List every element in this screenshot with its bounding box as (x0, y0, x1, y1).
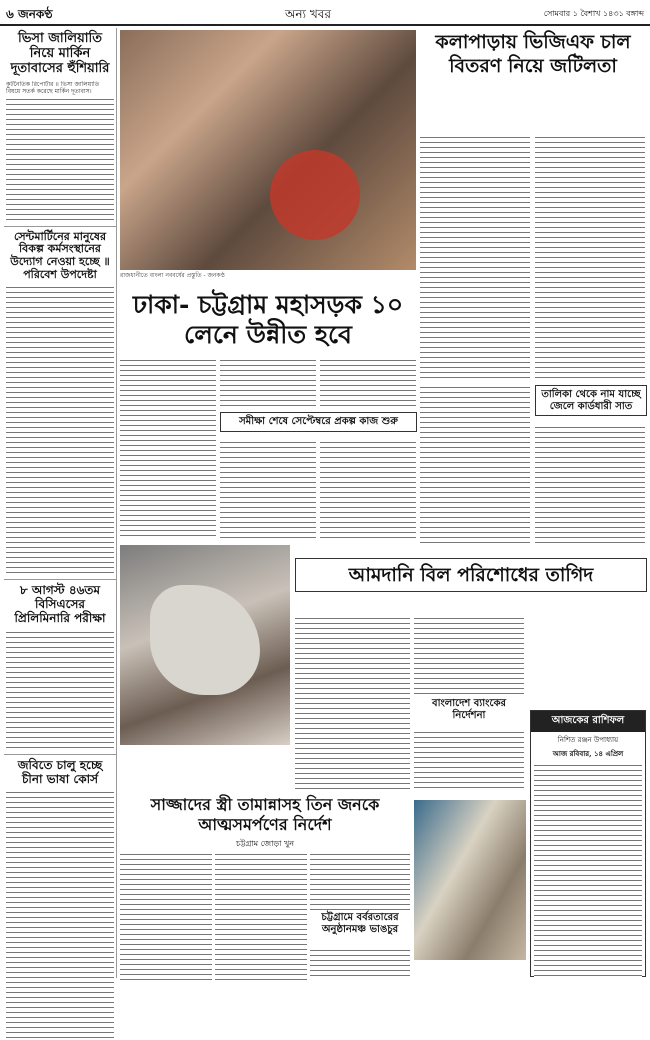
text-block (6, 285, 114, 575)
headline-saint-martin: সেন্টমার্টিনের মানুষের বিকল্প কর্মসংস্থানের উদ্যোগ নেওয়া হচ্ছে ॥ পরিবেশ উপদেষ্টা (10, 229, 110, 281)
headline-fisher-list: তালিকা থেকে নাম যাচ্ছে জেলে কার্ডধারী সাত (535, 385, 647, 416)
text-block (215, 852, 307, 980)
subheadline-survey: সমীক্ষা শেষে সেপ্টেম্বরে প্রকল্প কাজ শুরু (220, 412, 417, 432)
headline-bank: বাংলাদেশ ব্যাংকের নির্দেশনা (432, 698, 506, 721)
main-photo (120, 30, 416, 270)
headline-visa: ভিসা জালিয়াতি নিয়ে মার্কিন দূতাবাসের হুঁশিয়ারি (10, 31, 110, 76)
text-block (320, 440, 416, 540)
text-block (414, 616, 524, 696)
rashifal-box (530, 710, 646, 977)
page-number: ৬ জনকণ্ঠ (6, 7, 53, 21)
headline-kalapara: কলাপাড়ায় ভিজিএফ চাল বিতরণ নিয়ে জটিলতা (435, 31, 631, 77)
text-block (534, 763, 642, 978)
left-column (4, 28, 117, 978)
text-block (310, 948, 410, 980)
main-photo-caption: রাজধানীতে বাংলা নববর্ষের প্রস্তুতি - জনকণ্ঠ (120, 272, 225, 279)
text-block (310, 852, 410, 912)
text-block (414, 730, 524, 790)
page-date: সোমবার ১ বৈশাখ ১৪৩১ বঙ্গাব্দ (543, 9, 644, 18)
top-right-story (420, 30, 646, 130)
text-block (295, 616, 410, 791)
headline-ctg-stage: চট্টগ্রামে বর্বরতারের অনুষ্ঠানমঞ্চ ভাঙচুর (321, 912, 399, 935)
text-block (120, 358, 216, 538)
horse-photo (120, 545, 290, 745)
text-block (320, 358, 416, 408)
headline-highway: ঢাকা- চট্টগ্রাম মহাসড়ক ১০ লেনে উন্নীত হবে (132, 290, 404, 349)
headline-jnu: জবিতে চালু হচ্ছে চীনা ভাষা কোর্স (17, 757, 103, 786)
text-block (535, 135, 645, 380)
rashifal-date: আজ রবিবার, ১৪ এপ্রিল (552, 749, 624, 758)
section-title: অন্য খবর (285, 7, 332, 21)
text-block (535, 425, 645, 545)
lead-visa: কূটনৈতিক রিপোর্টার ॥ ভিসা জালিয়াতি বিষয়ে সতর্ক করেছে মার্কিন দূতাবাস। (6, 80, 100, 95)
rashifal-author: নিশিত রঞ্জন উপাধ্যায় (557, 736, 619, 744)
rashifal-title: আজকের রাশিফল (531, 711, 645, 732)
kicker-double-murder: চট্টগ্রাম জোড়া খুন (236, 839, 294, 848)
text-block (420, 385, 530, 545)
rally-photo (414, 800, 526, 960)
text-block (220, 358, 316, 408)
headline-bcs: ৮ আগস্ট ৪৬তম বিসিএসের প্রিলিমিনারি পরীক্ষা (14, 583, 106, 625)
text-block (220, 440, 316, 540)
text-block (6, 630, 114, 750)
photo-decor (150, 585, 260, 695)
page-header (0, 0, 650, 26)
headline-surrender: সাজ্জাদের স্ত্রী তামান্নাসহ তিন জনকে আত্মসমর্পণের নির্দেশ (150, 795, 380, 834)
text-block (6, 790, 114, 1040)
text-block (6, 97, 114, 222)
text-block (120, 852, 212, 980)
photo-caption (120, 748, 290, 778)
photo-decor (270, 150, 360, 240)
rally-caption (414, 962, 526, 980)
headline-import-bill: আমদানি বিল পরিশোধের তাগিদ (295, 558, 647, 592)
text-block (420, 135, 530, 380)
